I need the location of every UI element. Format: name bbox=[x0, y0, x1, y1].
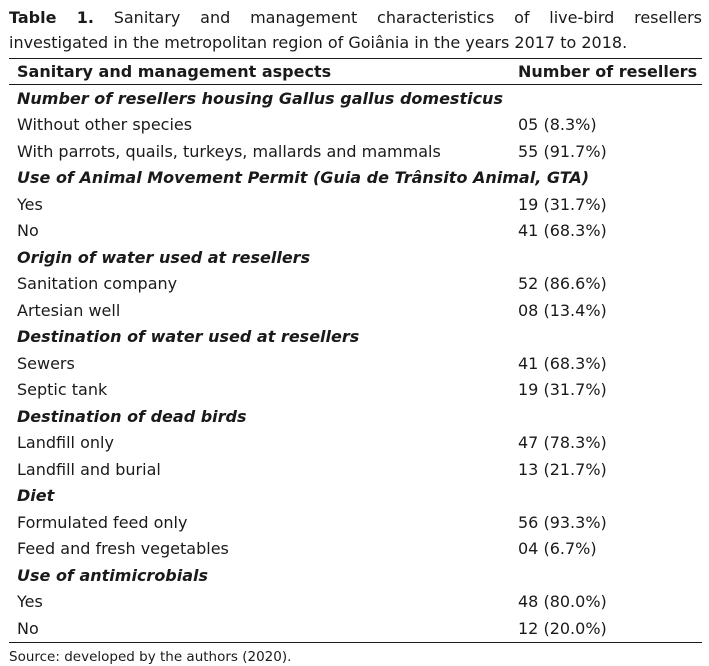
row-label: Landfill only bbox=[17, 433, 114, 453]
row-value: 47 (78.3%) bbox=[518, 433, 607, 453]
caption-text-2: investigated in the metropolitan region of Goiânia in the years 2017 to 2018. bbox=[9, 33, 628, 52]
table-row bbox=[9, 615, 702, 642]
section-row bbox=[9, 244, 702, 271]
section-row bbox=[9, 562, 702, 589]
table-row bbox=[9, 297, 702, 324]
row-value: 41 (68.3%) bbox=[518, 353, 607, 373]
row-value: 52 (86.6%) bbox=[518, 274, 607, 294]
row-label: Without other species bbox=[17, 115, 193, 135]
header-count: Number of resellers bbox=[518, 59, 702, 85]
table-row bbox=[9, 112, 702, 139]
row-value: 56 (93.3%) bbox=[518, 512, 607, 532]
table-row bbox=[9, 191, 702, 218]
section-title: Number of resellers housing Gallus gallus domesticus bbox=[17, 88, 503, 108]
section-title: Diet bbox=[17, 486, 55, 506]
row-value: 12 (20.0%) bbox=[518, 615, 702, 642]
row-label: Sanitation company bbox=[17, 274, 178, 294]
row-value: 04 (6.7%) bbox=[518, 539, 597, 559]
source-note: Source: developed by the authors (2020). bbox=[9, 648, 292, 665]
table-row bbox=[9, 456, 702, 483]
section-row bbox=[9, 324, 702, 351]
row-value: 13 (21.7%) bbox=[518, 459, 607, 479]
data-table bbox=[9, 58, 702, 643]
table-row bbox=[9, 218, 702, 245]
row-label: Artesian well bbox=[17, 300, 121, 320]
row-label: Yes bbox=[17, 194, 43, 214]
row-label: Feed and fresh vegetables bbox=[17, 539, 229, 559]
row-value: 19 (31.7%) bbox=[518, 194, 607, 214]
caption-text-1: Sanitary and management characteristics of live-bird resellers bbox=[113, 8, 702, 27]
table-row bbox=[9, 536, 702, 563]
row-label: Sewers bbox=[17, 353, 75, 373]
section-title: Destination of dead birds bbox=[17, 406, 247, 426]
row-label: Landfill and burial bbox=[17, 459, 161, 479]
row-value: 41 (68.3%) bbox=[518, 221, 607, 241]
section-title: Origin of water used at resellers bbox=[17, 247, 311, 267]
row-value: 55 (91.7%) bbox=[518, 141, 607, 161]
row-label: With parrots, quails, turkeys, mallards and mammals bbox=[17, 141, 441, 161]
table-row bbox=[9, 271, 702, 298]
section-row bbox=[9, 403, 702, 430]
row-label: No bbox=[17, 221, 39, 241]
row-label: Formulated feed only bbox=[17, 512, 188, 532]
section-row bbox=[9, 85, 702, 112]
section-row bbox=[9, 483, 702, 510]
table-row bbox=[9, 350, 702, 377]
section-title: Use of antimicrobials bbox=[17, 565, 209, 585]
table-figure bbox=[9, 5, 702, 665]
table-row bbox=[9, 138, 702, 165]
header-aspects: Sanitary and management aspects bbox=[9, 59, 518, 85]
row-value: 19 (31.7%) bbox=[518, 380, 607, 400]
table-row bbox=[9, 430, 702, 457]
row-label: Yes bbox=[17, 592, 43, 612]
section-row bbox=[9, 165, 702, 192]
table-row bbox=[9, 589, 702, 616]
table-row bbox=[9, 509, 702, 536]
table-row bbox=[9, 377, 702, 404]
header-row bbox=[9, 59, 702, 85]
row-label: Septic tank bbox=[17, 380, 108, 400]
row-value: 08 (13.4%) bbox=[518, 300, 607, 320]
row-value: 05 (8.3%) bbox=[518, 115, 597, 135]
section-title: Destination of water used at resellers bbox=[17, 327, 360, 347]
caption-label: Table 1. bbox=[9, 8, 94, 27]
row-label: No bbox=[9, 615, 518, 642]
table-caption bbox=[9, 5, 702, 55]
row-value: 48 (80.0%) bbox=[518, 592, 607, 612]
section-title: Use of Animal Movement Permit (Guia de Trânsito Animal, GTA) bbox=[17, 168, 590, 188]
caption-line-1 bbox=[9, 5, 702, 30]
